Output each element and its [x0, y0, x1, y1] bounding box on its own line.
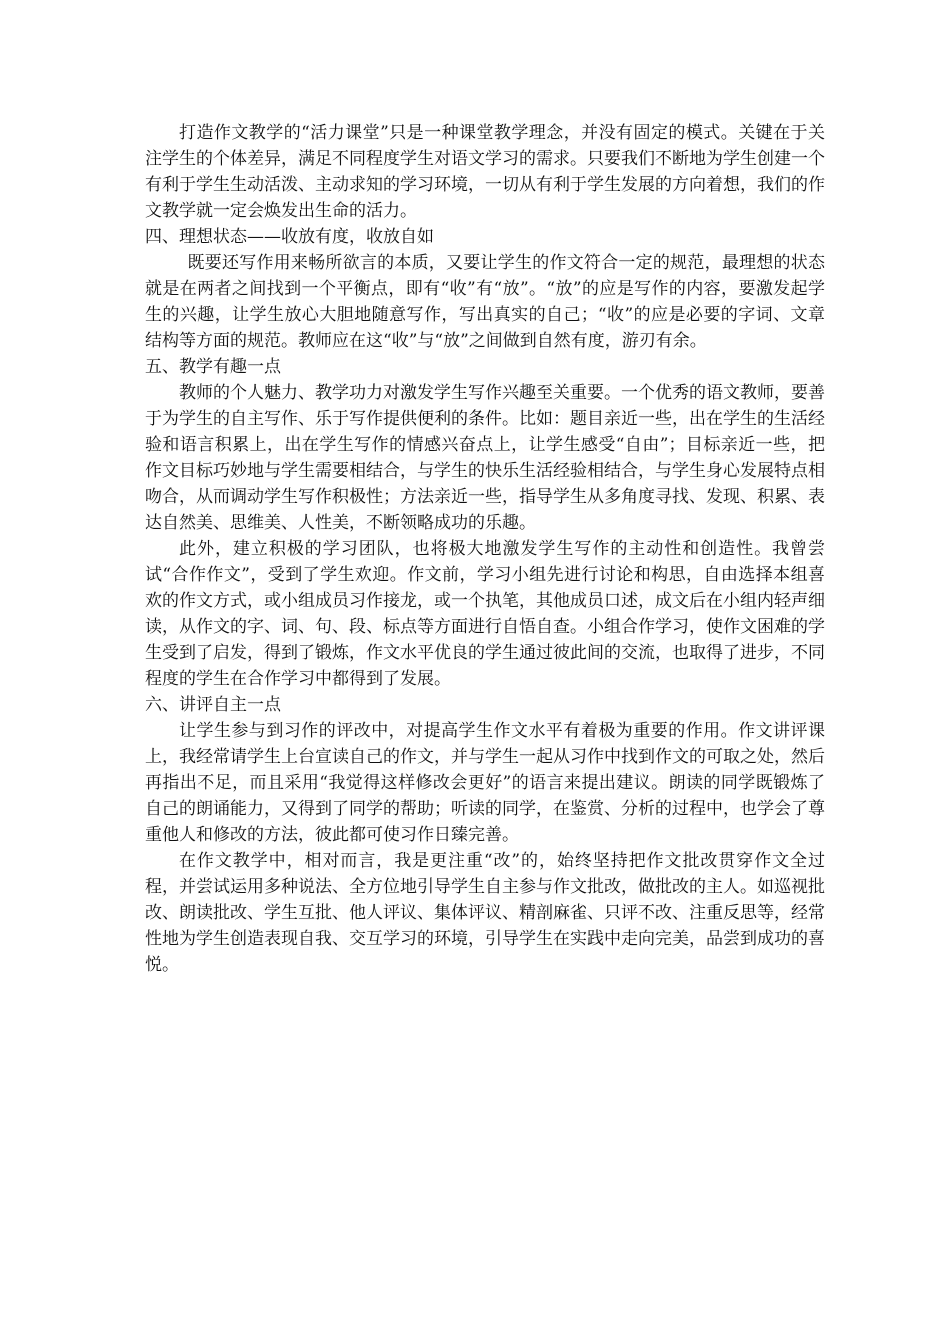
document-body [145, 120, 825, 978]
section-heading-5: 五、教学有趣一点 [145, 357, 281, 377]
paragraph-active-classroom: 打造作文教学的“活力课堂”只是一种课堂教学理念，并没有固定的模式。关键在于关注学生的个体差异，满足不同程度学生对语文学习的需求。只要我们不断地为学生创建一个有利于学生生动活泼、主动求知的学习环境，一切从有利于学生发展的方向着想，我们的作文教学就一定会焕发出生命的活力。 [145, 123, 825, 221]
paragraph-revision-focus: 在作文教学中，相对而言，我是更注重“改”的，始终坚持把作文批改贯穿作文全过程，并尝试运用多种说法、全方位地引导学生自主参与作文批改，做批改的主人。如巡视批改、朗读批改、学生互批、他人评议、集体评议、精剖麻雀、只评不改、注重反思等，经常性地为学生创造表现自我、交互学习的环境，引导学生在实践中走向完美，品尝到成功的喜悦。 [145, 851, 825, 975]
paragraph-teacher-charm: 教师的个人魅力、教学功力对激发学生写作兴趣至关重要。一个优秀的语文教师，要善于为学生的自主写作、乐于写作提供便利的条件。比如：题目亲近一些，出在学生的生活经验和语言积累上，出在学生写作的情感兴奋点上，让学生感受“自由”；目标亲近一些，把作文目标巧妙地与学生需要相结合，与学生的快乐生活经验相结合，与学生身心发展特点相吻合，从而调动学生写作积极性；方法亲近一些，指导学生从多角度寻找、发现、积累、表达自然美、思维美、人性美，不断领略成功的乐趣。 [145, 383, 825, 533]
paragraph-cooperative-writing: 此外，建立积极的学习团队，也将极大地激发学生写作的主动性和创造性。我曾尝试“合作作文”，受到了学生欢迎。作文前，学习小组先进行讨论和构思，自由选择本组喜欢的作文方式，或小组成员习作接龙，或一个执笔，其他成员口述，成文后在小组内轻声细读，从作文的字、词、句、段、标点等方面进行自悟自查。小组合作学习，使作文困难的学生受到了启发，得到了锻炼，作文水平优良的学生通过彼此间的交流，也取得了进步，不同程度的学生在合作学习中都得到了发展。 [145, 539, 825, 689]
paragraph-ideal-state: 既要还写作用来畅所欲言的本质，又要让学生的作文符合一定的规范，最理想的状态就是在两者之间找到一个平衡点，即有“收”有“放”。“放”的应是写作的内容，要激发起学生的兴趣，让学生放心大胆地随意写作，写出真实的自己；“收”的应是必要的字词、文章结构等方面的规范。教师应在这“收”与“放”之间做到自然有度，游刃有余。 [145, 253, 825, 351]
section-heading-6: 六、讲评自主一点 [145, 695, 281, 715]
section-heading-4: 四、理想状态——收放有度，收放自如 [145, 227, 434, 247]
paragraph-peer-review: 让学生参与到习作的评改中，对提高学生作文水平有着极为重要的作用。作文讲评课上，我经常请学生上台宣读自己的作文，并与学生一起从习作中找到作文的可取之处，然后再指出不足，而且采用“我觉得这样修改会更好”的语言来提出建议。朗读的同学既锻炼了自己的朗诵能力，又得到了同学的帮助；听读的同学，在鉴赏、分析的过程中，也学会了尊重他人和修改的方法，彼此都可使习作日臻完善。 [145, 721, 825, 845]
